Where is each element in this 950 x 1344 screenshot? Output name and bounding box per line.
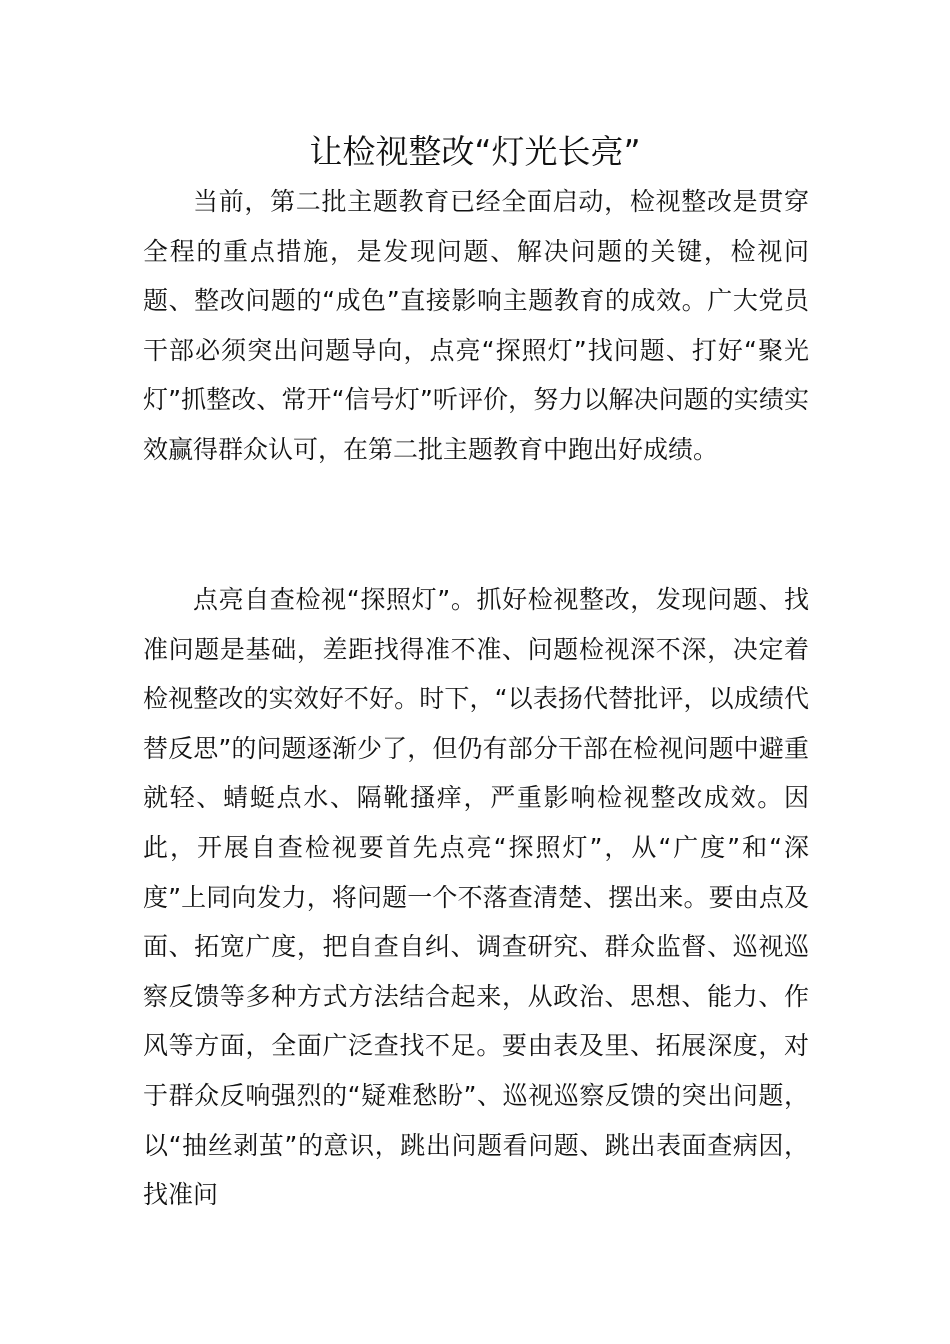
paragraph-searchlight: 点亮自查检视“探照灯”。抓好检视整改，发现问题、找准问题是基础，差距找得准不准、问题检视深不深，决定着检视整改的实效好不好。时下，“以表扬代替批评，以成绩代替反思”的问题逐渐少了，但仍有部分干部在检视问题中避重就轻、蜻蜓点水、隔靴搔痒，严重影响检视整改成效。因此，开展自查检视要首先点亮“探照灯”，从“广度”和“深度”上同向发力，将问题一个不落查清楚、摆出来。要由点及面、拓宽广度，把自查自纠、调查研究、群众监督、巡视巡察反馈等多种方式方法结合起来，从政治、思想、能力、作风等方面，全面广泛查找不足。要由表及里、拓展深度，对于群众反响强烈的“疑难愁盼”、巡视巡察反馈的突出问题，以“抽丝剥茧”的意识，跳出问题看问题、跳出表面查病因，找准问 xyxy=(143,585,809,1210)
paragraph-intro: 当前，第二批主题教育已经全面启动，检视整改是贯穿全程的重点措施，是发现问题、解决问题的关键，检视问题、整改问题的“成色”直接影响主题教育的成效。广大党员干部必须突出问题导向，点亮“探照灯”找问题、打好“聚光灯”抓整改、常开“信号灯”听评价，努力以解决问题的实绩实效赢得群众认可，在第二批主题教育中跑出好成绩。 xyxy=(143,187,809,464)
document-title: 让检视整改“灯光长亮” xyxy=(309,132,641,171)
